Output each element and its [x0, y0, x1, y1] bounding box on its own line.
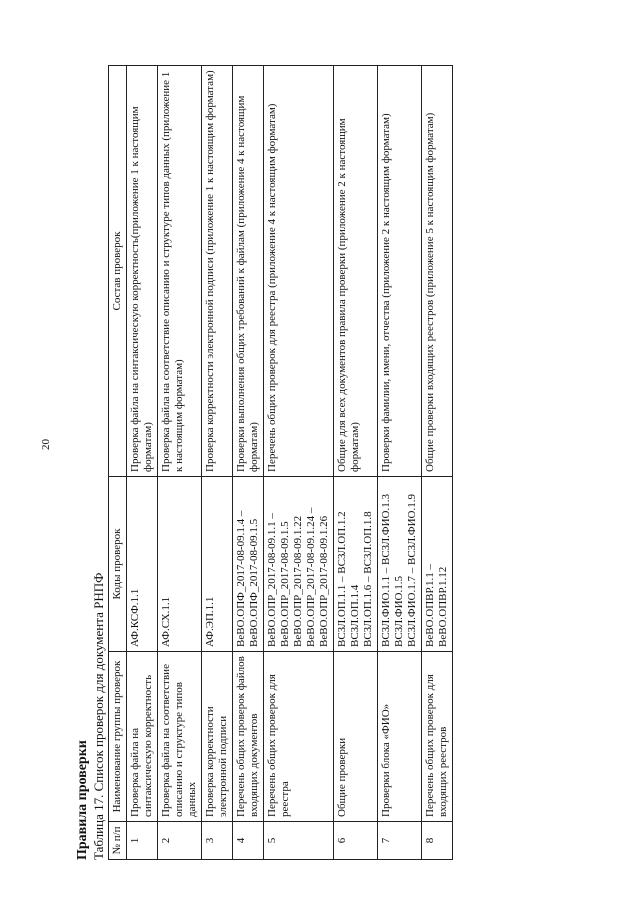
row-group-name: Проверка корректности электронной подписи [202, 652, 233, 822]
row-codes [334, 477, 378, 652]
check-code: ВСЗЛ.ФИО.1.7 – ВСЗЛ.ФИО.1.9 [406, 494, 418, 647]
check-code: ВСЗЛ.ОП.1.4 [349, 584, 361, 647]
header-num: № п/п [109, 822, 127, 860]
row-num: 5 [264, 822, 334, 860]
row-num: 8 [422, 822, 453, 860]
row-description: Проверка файла на синтаксическую корректность(приложение 1 к настоящим форматам) [127, 66, 158, 477]
row-codes [264, 477, 334, 652]
check-code: ВеВО.ОПР_2017-08-09.1.1 – [266, 513, 278, 647]
row-group-name: Проверка файла на синтаксическую корректность [127, 652, 158, 822]
check-code: ВеВО.ОПФ_2017-08-09.1.5 [248, 518, 260, 647]
check-code: ВеВО.ОПФ_2017-08-09.1.4 – [235, 510, 247, 647]
row-description: Проверка корректности электронной подписи (приложение 1 к настоящим форматам) [202, 66, 233, 477]
table-row [378, 66, 422, 860]
row-group-name: Проверка файла на соответствие описанию и структуре типов данных [158, 652, 202, 822]
row-group-name: Проверки блока «ФИО» [378, 652, 422, 822]
row-description: Проверки выполнения общих требований к файлам (приложение 4 к настоящим форматам) [233, 66, 264, 477]
check-code: ВеВО.ОПР_2017-08-09.1.26 [318, 515, 330, 647]
table-row [334, 66, 378, 860]
table-header-row [109, 66, 127, 860]
check-code: ВеВО.ОПВР.1.1 – [424, 564, 436, 647]
row-codes [422, 477, 453, 652]
checks-table [108, 65, 453, 860]
row-num: 1 [127, 822, 158, 860]
row-num: 4 [233, 822, 264, 860]
check-code: ВСЗЛ.ФИО.1.1 – ВСЗЛ.ФИО.1.3 [380, 494, 392, 647]
row-description: Проверка файла на соответствие описанию и структуре типов данных (приложение 1 к настоящим форматам) [158, 66, 202, 477]
row-codes [378, 477, 422, 652]
row-codes [202, 477, 233, 652]
row-num: 2 [158, 822, 202, 860]
row-description: Проверки фамилии, имени, отчества (приложение 2 к настоящим форматам) [378, 66, 422, 477]
table-row [202, 66, 233, 860]
check-code: АФ.КСФ.1.1 [129, 588, 141, 647]
header-name: Наименование группы проверок [109, 652, 127, 822]
section-heading: Правила проверки [75, 740, 90, 860]
row-codes [233, 477, 264, 652]
page-number: 20 [40, 439, 52, 450]
table-row [127, 66, 158, 860]
row-codes [127, 477, 158, 652]
check-code: АФ.ЭП.1.1 [204, 596, 216, 647]
table-row [233, 66, 264, 860]
table-body [127, 66, 453, 860]
row-description: Перечень общих проверок для реестра (приложение 4 к настоящим форматам) [264, 66, 334, 477]
header-desc: Состав проверок [109, 66, 127, 477]
check-code: ВеВО.ОПР_2017-08-09.1.24 – [305, 507, 317, 647]
rotated-content [75, 60, 453, 860]
table-row [264, 66, 334, 860]
row-num: 6 [334, 822, 378, 860]
header-codes: Коды проверок [109, 477, 127, 652]
row-description: Общие проверки входящих реестров (приложение 5 к настоящим форматам) [422, 66, 453, 477]
table-caption: Таблица 17. Список проверок для документа РНПФ [91, 572, 106, 860]
row-group-name: Перечень общих проверок для входящих реестров [422, 652, 453, 822]
row-description: Общие для всех документов правила проверки (приложение 2 к настоящим форматам) [334, 66, 378, 477]
check-code: ВСЗЛ.ФИО.1.5 [393, 576, 405, 647]
check-code: АФ.СХ.1.1 [160, 596, 172, 647]
row-group-name: Перечень общих проверок файлов входящих документов [233, 652, 264, 822]
table-row [158, 66, 202, 860]
row-num: 3 [202, 822, 233, 860]
check-code: ВеВО.ОПВР.1.12 [437, 566, 449, 647]
row-codes [158, 477, 202, 652]
check-code: ВСЗЛ.ОП.1.6 – ВСЗЛ.ОП.1.8 [362, 511, 374, 647]
check-code: ВеВО.ОПР_2017-08-09.1.5 [279, 521, 291, 647]
row-group-name: Перечень общих проверок для реестра [264, 652, 334, 822]
row-num: 7 [378, 822, 422, 860]
check-code: ВСЗЛ.ОП.1.1 – ВСЗЛ.ОП.1.2 [336, 511, 348, 647]
check-code: ВеВО.ОПР_2017-08-09.1.22 [292, 515, 304, 647]
table-row [422, 66, 453, 860]
row-group-name: Общие проверки [334, 652, 378, 822]
